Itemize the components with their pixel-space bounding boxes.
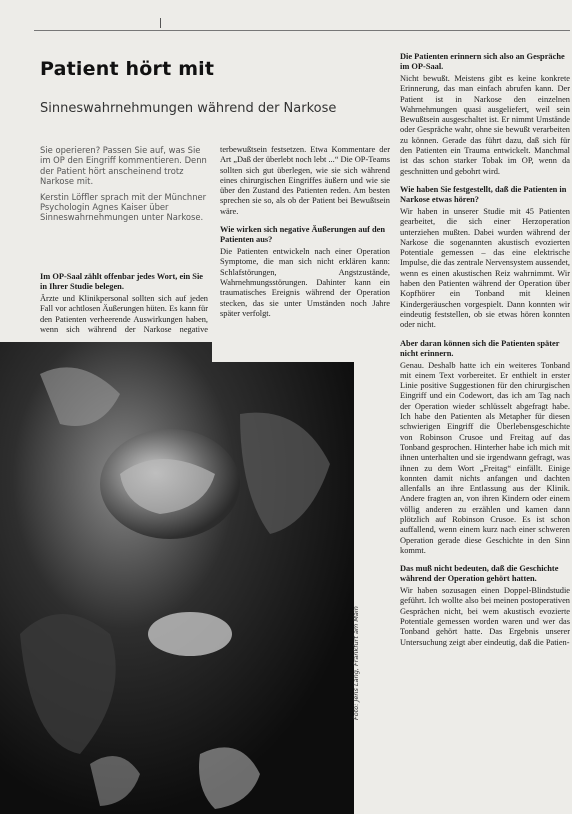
crop-mark (160, 18, 161, 28)
surgery-photo (0, 334, 354, 814)
interview-question: Im OP-Saal zählt offenbar jedes Wort, ein Sie in Ihrer Studie belegen. (40, 272, 203, 291)
interview-question: Die Patienten erinnern sich also an Gespräche im OP-Saal. (400, 52, 565, 71)
article-intro (40, 145, 208, 228)
answer-paragraph: Wir haben sozusagen einen Doppel-Blindstudie geführt. Ich wollte also bei meinen postoperativen Gesprächen nicht, bei wem akustisch evozierte Potentiale gemessen worden waren und wer das Tonband gehört hatte. Das Ergebnis unserer Untersuchung zeigt aber eindeutig, daß die Patien- (400, 586, 570, 647)
text-column-3 (400, 52, 570, 648)
interview-question: Wie haben Sie festgestellt, daß die Patienten in Narkose etwas hören? (400, 184, 567, 204)
intro-paragraph: Sie operieren? Passen Sie auf, was Sie im OP den Eingriff kommentieren. Denn der Patient hört anscheinend trotz Narkose mit. (40, 145, 207, 187)
photo-credit: Foto: Jens Lang, Frankfurt am Main (352, 606, 360, 720)
answer-paragraph: Genau. Deshalb hatte ich ein weiteres Tonband mit einem Text vorbereitet. Er enthielt in erster Linie positive Suggestionen für den chirurgischen Eingriff und ein Codewort, das ich am Tag nach der Operation wieder schlüsselt abgefragt habe. Ich habe den Patienten als Metapher für diesen schwierigen Eingriff die Überlebensgeschichte von Robinson Crusoe und Freitag auf das Tonband gesprochen. Hinterher habe ich mich mit ihnen unterhalten und sie irgendwann gefragt, was ihnen zu dem Wort „Freitag“ einfällt. Einige konnten damit nichts anfangen und dachten allenfalls an ihre Entlassung aus der Klinik. Andere fragten an, von ihren Kindern oder einem völlig anderen zu erzählen und kamen dann plötzlich auf Robinson Crusoe. Es ist schon auffallend, wenn einem kurz nach einer schweren Operation gerade diese Geschichte in den Sinn kommt. (400, 360, 570, 555)
interview-question: Aber daran können sich die Patienten später nicht erinnern. (400, 338, 560, 358)
article-title: Patient hört mit (40, 58, 215, 80)
intro-paragraph: Kerstin Löffler sprach mit der Münchner Psychologin Agnes Kaiser über Sinneswahrnehmungen unter Narkose. (40, 191, 207, 223)
article-subtitle: Sinneswahrnehmungen während der Narkose (40, 101, 337, 116)
interview-question: Wie wirken sich negative Äußerungen auf den Patienten aus? (220, 225, 386, 245)
answer-paragraph: Wir haben in unserer Studie mit 45 Patienten gearbeitet, die sich einer Herzoperation unterziehen mußten. Dabei wurden während der Narkose die sogenannten akustisch evozierten Potentiale gemessen – das eine elektrische Impulse, die das zentrale Nervensystem aussendet, wenn es einen akustischen Reiz wahrnimmt. Wir haben den Patienten während der Operation über Kopfhörer ein Tonband mit kleinen Kindergeräuschen vorgespielt. Dann konnten wir eindeutig feststellen, ob sie etwas hören konnten oder nicht. (400, 206, 571, 330)
text-column-2 (220, 145, 390, 319)
answer-paragraph: terbewußtsein festsetzen. Etwa Kommentare der Art „Daß der überlebt noch lebt ...“ Die OP-Teams sollten sich gut überlegen, wie sie sich während eines chirurgischen Eingriffes äußern und wie sie über den Zustand des Patienten reden. Am besten sprechen sie so, als ob der Patient bei Bewußtsein wäre. (220, 145, 390, 216)
interview-question: Das muß nicht bedeuten, daß die Geschichte während der Operation gehört hatten. (400, 564, 559, 584)
answer-paragraph: Die Patienten entwickeln nach einer Operation Symptome, die man sich nicht erklären kann: Schlafstörungen, Angstzustände, Wahrnehmungsstörungen. Dahinter kann ein traumatisches Ereignis während der Operation stecken, das sie unter Umständen noch Jahre später verfolgt. (220, 247, 390, 318)
answer-paragraph: Nicht bewußt. Meistens gibt es keine konkrete Erinnerung, das man einfach abrufen kann. Der Patient ist in Narkose den einzelnen Wahrnehmungen quasi ausgeliefert, weil sein Bewußtsein ausgeschaltet ist. Er nimmt Umstände oder Gespräche wahr, ohne sie bewußt verarbeiten zu können. Gerade das führt dazu, daß sich für den Patienten ein Trauma entwickelt. Manchmal ist das schon starker Tobak im OP, wenn da geschnitten und gebohrt wird. (400, 74, 570, 176)
answer-paragraph: Ärzte und Klinikpersonal sollten sich auf jeden Fall vor achtlosen Äußerungen hüten. Es kann für den Patienten verheerende Auswirkungen haben, wenn sich während der Narkose negative (40, 294, 208, 334)
top-rule (34, 30, 570, 31)
